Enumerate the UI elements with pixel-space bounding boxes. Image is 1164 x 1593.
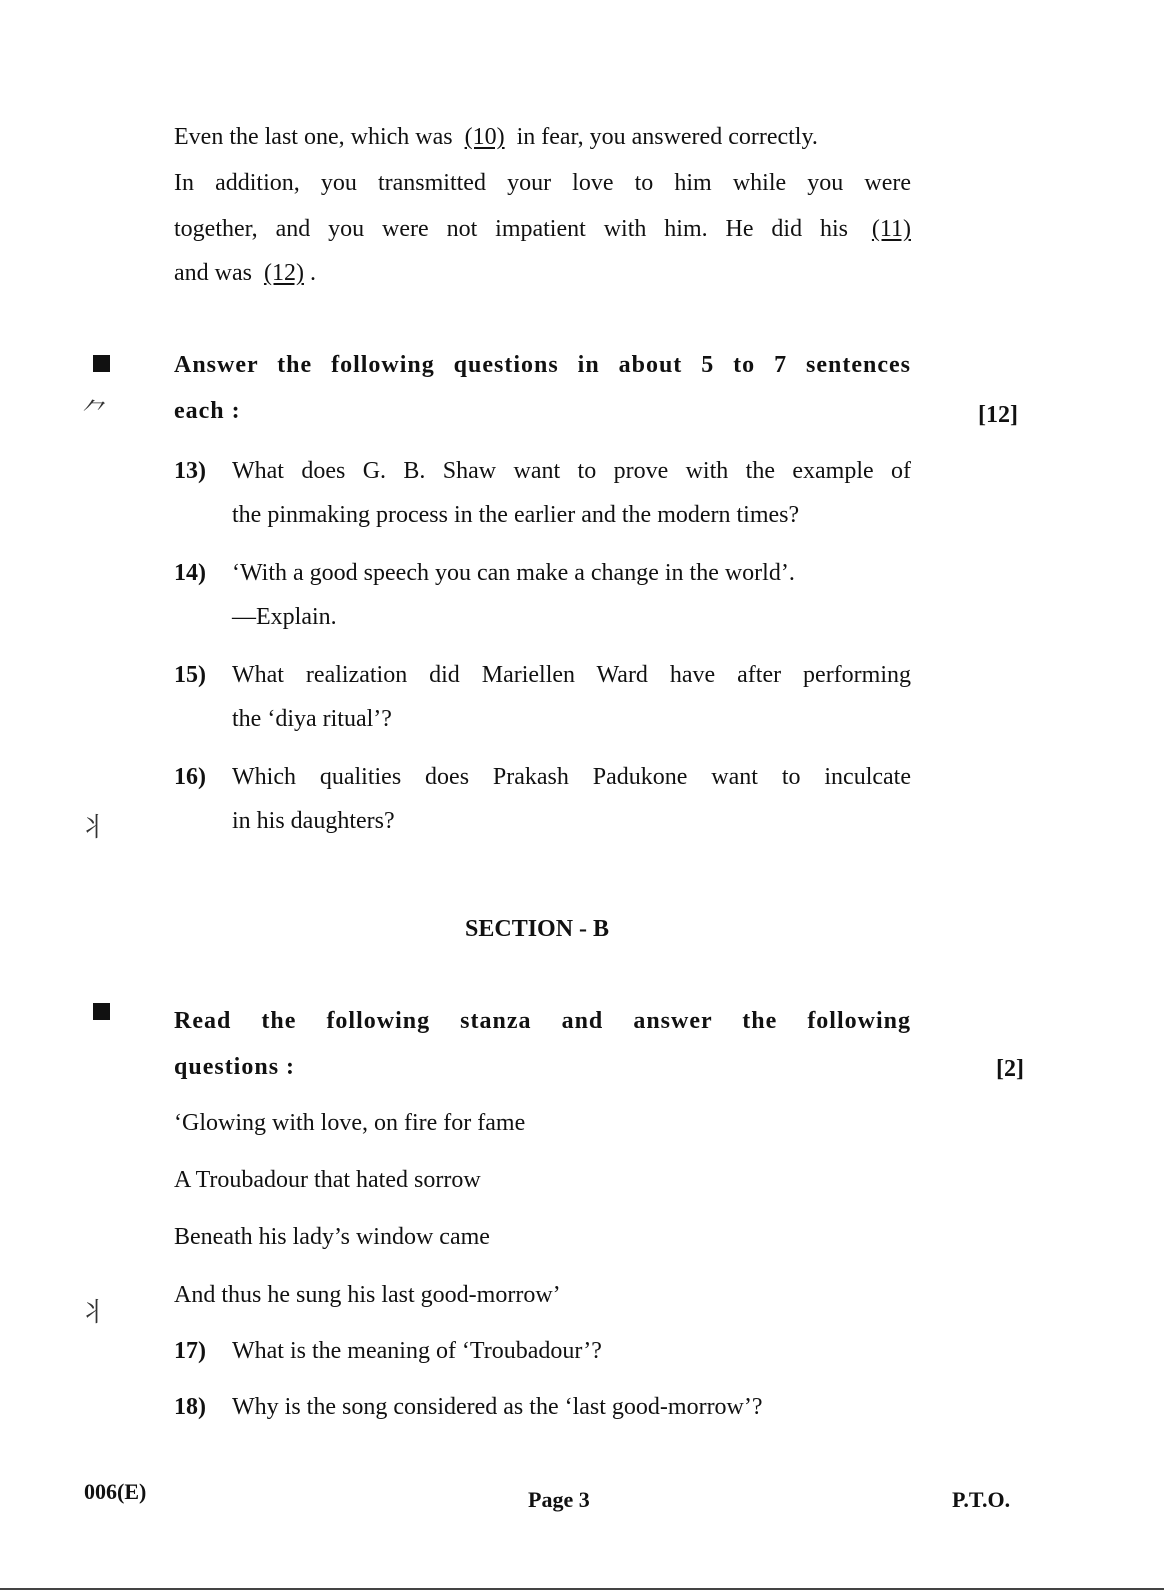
question-18-number: 18) [174,1394,206,1420]
blank-12: (12) [263,260,304,286]
section-b-instruction-line-2: questions : [174,1054,296,1080]
question-16-line-1: Which qualities does Prakash Padukone want to inculcate [232,764,911,790]
question-15-number: 15) [174,662,206,688]
question-13-line-2: the pinmaking process in the earlier and the modern times? [232,502,800,528]
bottom-edge-rule [0,1588,1164,1590]
bullet-square-2 [93,1003,110,1020]
margin-ink-mark-3: ⺦ [80,1298,107,1328]
question-15-line-2: the ‘diya ritual’? [232,706,392,732]
footer-code: 006(E) [84,1479,147,1504]
passage-line-2: In addition, you transmitted your love to him while you were [174,170,911,196]
question-17-number: 17) [174,1338,206,1364]
passage-line-3-pre: together, and you were not impatient with him. He did his [174,216,848,242]
passage-line-1 [174,122,818,152]
stanza-line-4: And thus he sung his last good-morrow’ [174,1282,561,1308]
question-14-line-1: ‘With a good speech you can make a change in the world’. [232,560,795,586]
blank-11: (11) [871,216,911,242]
stanza-line-2: A Troubadour that hated sorrow [174,1167,481,1193]
passage-line-1-post: in fear, you answered correctly. [516,124,818,150]
bullet-square-1 [93,355,110,372]
question-15-line-1: What realization did Mariellen Ward have after performing [232,662,911,688]
stanza-line-3: Beneath his lady’s window came [174,1224,490,1250]
question-14-number: 14) [174,560,206,586]
question-13-number: 13) [174,458,206,484]
footer-pto: P.T.O. [952,1487,1011,1512]
section-a-instruction-line-1: Answer the following questions in about 5 to 7 sentences [174,352,911,378]
question-16-line-2: in his daughters? [232,808,395,834]
question-18-text: Why is the song considered as the ‘last good-morrow’? [232,1394,763,1420]
section-a-marks: [12] [978,402,1018,428]
passage-line-4 [174,258,316,288]
passage-line-4-pre: and was [174,260,252,286]
section-a-instruction-line-2: each : [174,398,241,424]
margin-ink-mark-2: ⺦ [80,813,107,843]
section-b-title: SECTION - B [465,916,610,942]
blank-10: (10) [464,124,505,150]
passage-line-4-post: . [309,260,316,286]
question-14-line-2: —Explain. [232,604,337,630]
question-13-line-1: What does G. B. Shaw want to prove with the example of [232,458,911,484]
margin-ink-mark-1: ⺈ [82,398,109,428]
section-b-marks: [2] [996,1056,1024,1082]
section-b-instruction-line-1: Read the following stanza and answer the following [174,1008,911,1034]
question-16-number: 16) [174,764,206,790]
footer-page-number: Page 3 [528,1487,590,1512]
passage-line-3 [174,214,911,244]
passage-line-1-pre: Even the last one, which was [174,124,453,150]
question-17-text: What is the meaning of ‘Troubadour’? [232,1338,602,1364]
stanza-line-1: ‘Glowing with love, on fire for fame [174,1110,526,1136]
